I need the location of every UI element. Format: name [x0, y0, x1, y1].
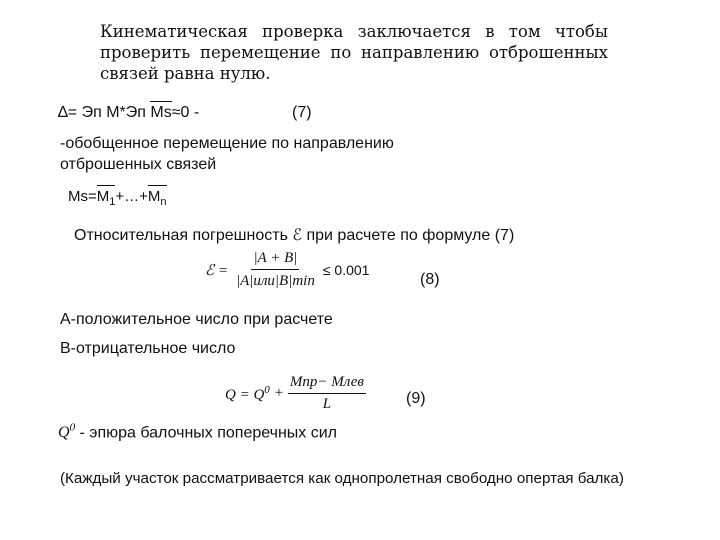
q0-description [58, 422, 337, 442]
definition-a: А-положительное число при расчете [60, 311, 333, 328]
generalized-displacement-line-1: -обобщенное перемещение по направлению [60, 135, 394, 152]
equation-9-denominator: L [322, 396, 332, 412]
intro-line-3: связей равна нулю. [100, 64, 271, 83]
intro-line-2: проверить перемещение по направлению отброшенных [100, 43, 608, 62]
q0-symbol: $Q^0$ [58, 422, 76, 442]
generalized-displacement-line-2: отброшенных связей [60, 156, 217, 173]
equation-9-plus: + [273, 385, 284, 401]
relative-error-text: Относительная погрешность ℰ при расчете по формуле (7) [74, 227, 515, 244]
ms-overlined: Мs [150, 104, 172, 121]
equation-8-label: (8) [420, 271, 440, 288]
intro-line-1: Кинематическая проверка заключается в том чтобы [100, 22, 608, 41]
m1-overlined: $М_1$ [96, 188, 116, 208]
equation-8 [205, 250, 369, 290]
equation-7-body: = Эп М*Эп [67, 104, 151, 121]
mn-overlined: $М_n$ [147, 188, 167, 208]
equation-8-denominator: |A|или|B|min [235, 273, 315, 289]
mn-subscript: n [160, 196, 167, 208]
definition-b: В-отрицательное число [60, 340, 236, 357]
m1-subscript: 1 [109, 196, 116, 208]
equation-7-label: (7) [292, 104, 312, 121]
equation-8-min: min [292, 273, 315, 289]
q0-text: - эпюра балочных поперечных сил [75, 424, 338, 442]
approx-zero: ≈0 - [171, 104, 200, 121]
equation-9-label: (9) [406, 390, 426, 407]
equation-8-lhs: ℰ = [205, 262, 228, 279]
equation-9-lhs: $Q = Q^0$ [225, 383, 270, 403]
footnote: (Каждый участок рассматривается как однопролетная свободно опертая балка) [60, 470, 624, 487]
ms-sum-formula [68, 188, 167, 208]
ms-sum-ellipsis: +…+ [115, 188, 148, 205]
equation-9-numerator: Мпр− Млев [288, 374, 366, 394]
ms-sum-lhs: Мs= [68, 188, 97, 205]
equation-9-fraction [288, 374, 366, 413]
intro-paragraph [100, 21, 608, 84]
equation-7 [58, 104, 199, 122]
equation-9-superscript: 0 [264, 383, 270, 396]
equation-8-fraction [234, 250, 317, 290]
equation-9 [225, 374, 366, 413]
equation-8-numerator: |A + B| [251, 250, 299, 270]
equation-8-rhs: ≤ 0.001 [322, 262, 370, 278]
delta-symbol: ∆ [58, 104, 68, 121]
